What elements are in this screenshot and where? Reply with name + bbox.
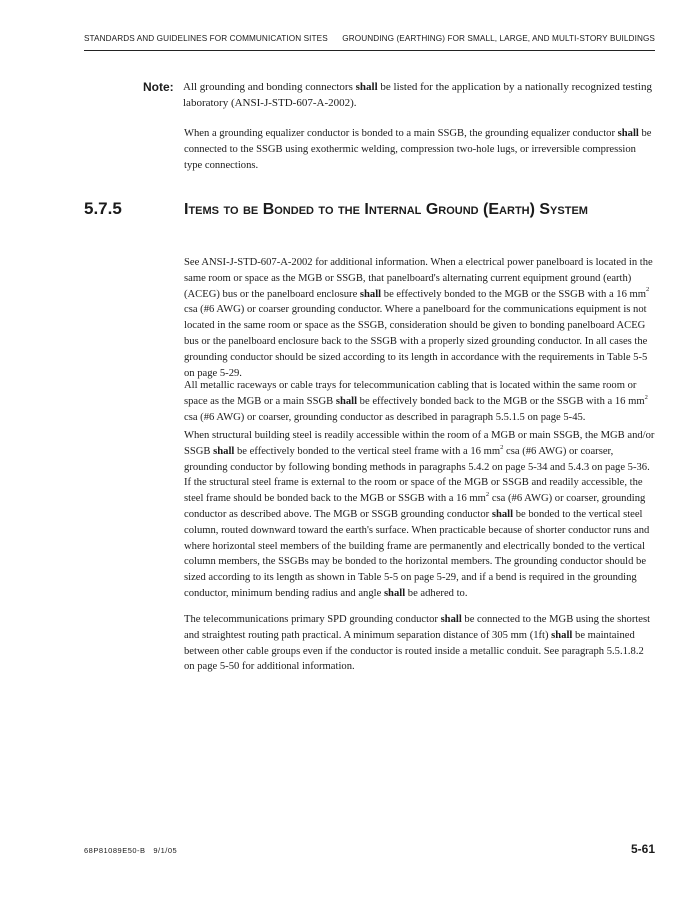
- text-run: All metallic raceways or cable trays for telecommunication cabling that is located within the same room or space as the MGB or a main SSGB: [184, 380, 637, 407]
- footer-doc-id: 68P81089E50-B: [84, 846, 146, 855]
- text-run: csa (#6 AWG) or coarser, grounding conductor as described above. The MGB or SSGB grounding conductor: [184, 493, 646, 520]
- header-divider: [84, 50, 655, 51]
- bold-word: shall: [383, 587, 406, 599]
- bold-word: shall: [617, 128, 639, 139]
- text-run: When structural building steel is readily accessible within the room of a MGB or main SSGB, the MGB and/or SSGB: [184, 430, 655, 457]
- text-run: The telecommunications primary SPD grounding conductor: [184, 614, 441, 625]
- paragraph-spd-grounding: [184, 612, 656, 675]
- text-run: When a grounding equalizer conductor is bonded to a main SSGB, the grounding equalizer conductor: [184, 128, 618, 139]
- note-text-part: be listed for the application by a nationally recognized testing laboratory (ANSI-J-STD-607-A-2002).: [183, 81, 652, 109]
- bold-word: shall: [551, 629, 573, 641]
- text-run: be bonded to the vertical steel column, routed downward toward the earth's surface. When practicable because of shorter conductor runs and where horizontal steel members of the building frame are permanently and electrically bonded to the vertical column members, the SSGBs may be bonded to the horizontal members. The grounding conductor should be sized according to its length as shown in Table 5-5 on page 5-29, and if a bend is required in the grounding conductor, minimum bending radius and angle: [184, 508, 650, 599]
- note-block: [143, 79, 658, 111]
- section-title: Items to be Bonded to the Internal Ground (Earth) System: [184, 201, 588, 218]
- page-number: 5-61: [630, 842, 655, 856]
- text-run: be connected to the SSGB using exothermic welding, compression two-hole lugs, or irreversible compression type connections.: [184, 128, 652, 171]
- footer-date: 9/1/05: [153, 846, 178, 855]
- text-run: be connected to the MGB using the shortest and straightest routing path practical. A minimum separation distance of 305 mm (1ft): [184, 614, 651, 641]
- bold-word: shall: [359, 288, 382, 300]
- page-header: [84, 34, 655, 54]
- text-run: be effectively bonded to the MGB or the SSGB with a 16 mm: [381, 288, 647, 300]
- text-run: be effectively bonded back to the MGB or the SSGB with a 16 mm: [357, 395, 645, 407]
- text-run: be effectively bonded to the vertical steel frame with a 16 mm: [234, 445, 501, 457]
- section-number: 5.7.5: [84, 199, 122, 218]
- text-run: csa (#6 AWG) or coarser, grounding conductor as described in paragraph 5.5.1.5 on page 5-45.: [184, 411, 586, 423]
- paragraph-equalizer-conductor: [184, 126, 656, 173]
- text-run: be adhered to.: [405, 587, 468, 599]
- bold-word: shall: [335, 395, 358, 407]
- paragraph-raceways: [184, 378, 656, 425]
- text-run: csa (#6 AWG) or coarser, grounding conductor by following bonding methods in paragraphs 5.4.2 on page 5-34 and 5.4.3 on page 5-36. If the structural steel frame is external to the room or space of the MGB or SSGB and readily accessible, the steel frame should be bonded back to the MGB or SSGB with a 16 mm: [184, 445, 650, 505]
- bold-word: shall: [491, 508, 514, 520]
- superscript: 2: [500, 443, 504, 451]
- superscript: 2: [646, 286, 650, 294]
- bold-word: shall: [213, 445, 235, 457]
- text-run: be maintained between other cable groups even if the conductor is routed inside a metallic conduit. See paragraph 5.5.1.8.2 on page 5-50 for additional information.: [184, 629, 644, 673]
- text-run: csa (#6 AWG) or coarser grounding conductor. Where a panelboard for the communications equipment is not located in the same room or space as the SSGB, consideration should be given to bonding panelboard ACEG bus or the panelboard enclosure back to the SSGB with a properly sized grounding conductor. In all cases the grounding conductor should be sized according to its length in accordance with the requirements in Table 5-5 on page 5-29.: [184, 304, 648, 379]
- note-text-part: All grounding and bonding connectors: [183, 81, 356, 93]
- header-left-title: STANDARDS AND GUIDELINES FOR COMMUNICATION SITES: [84, 34, 328, 43]
- note-text: [183, 79, 653, 111]
- bold-word: shall: [440, 614, 462, 625]
- footer-doc-info: [84, 846, 177, 855]
- superscript: 2: [644, 393, 648, 401]
- note-bold-word: shall: [355, 81, 378, 93]
- superscript: 2: [485, 491, 490, 498]
- paragraph-panelboard: [184, 255, 656, 381]
- note-label: Note:: [143, 80, 174, 94]
- page-footer: [84, 842, 655, 862]
- paragraph-structural-steel: [184, 428, 656, 602]
- header-right-title: GROUNDING (EARTHING) FOR SMALL, LARGE, AND MULTI-STORY BUILDINGS: [342, 34, 655, 43]
- text-run: See ANSI-J-STD-607-A-2002 for additional information. When a electrical power panelboard is located in the same room or space as the MGB or SSGB, that panelboard's alternating current equipment ground (earth) (ACEG) bus or the panelboard enclosure: [184, 257, 653, 300]
